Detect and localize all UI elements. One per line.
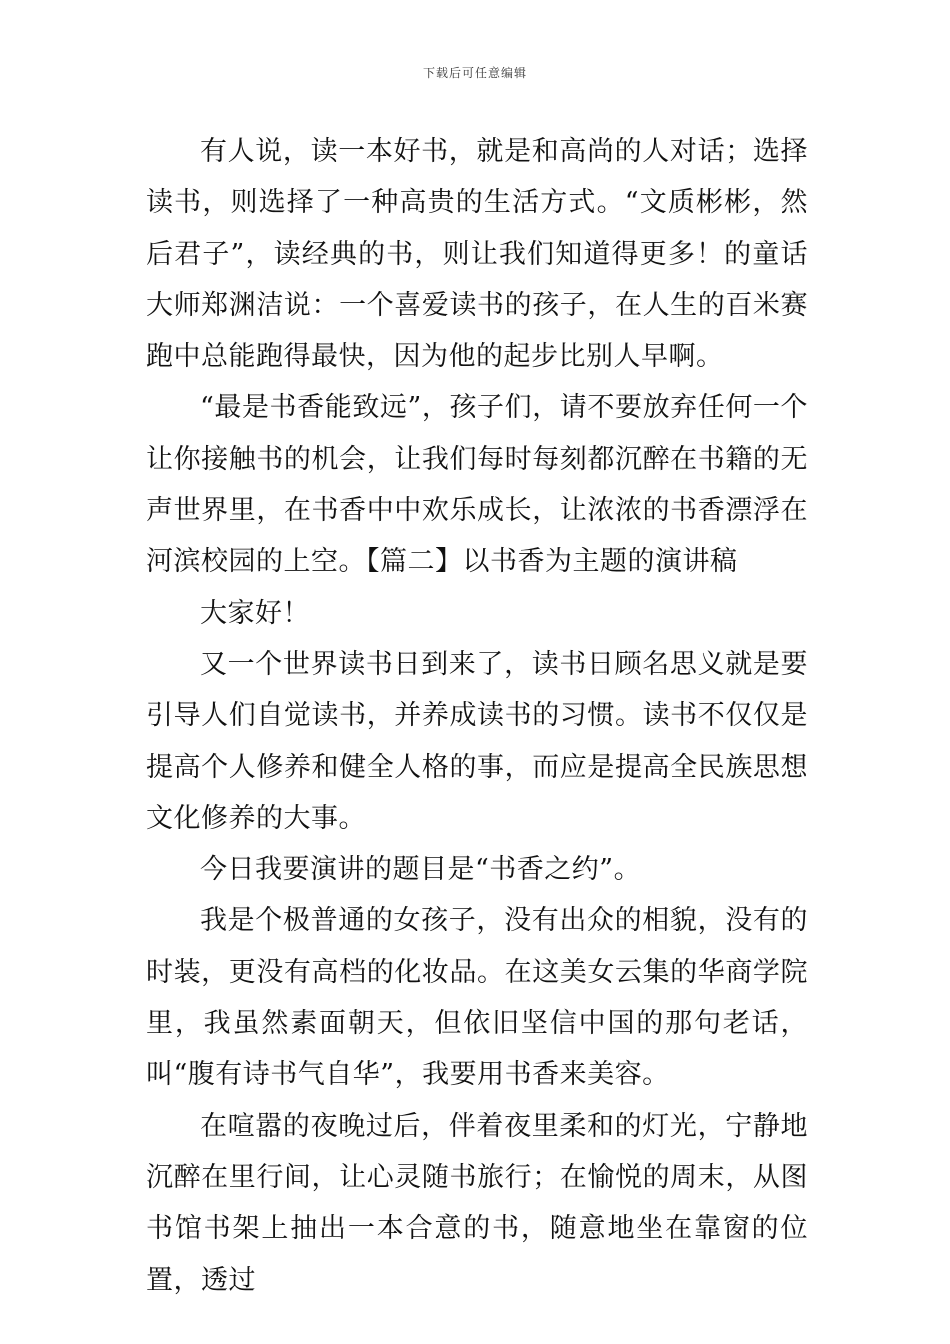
paragraph-2: “最是书香能致远”，孩子们，请不要放弃任何一个让你接触书的机会，让我们每时每刻都沉醉在书籍的无声世界里，在书香中中欢乐成长，让浓浓的书香漂浮在河滨校园的上空。【篇二】以书香为主题的演讲稿 [146,392,808,578]
paragraph-topic: 今日我要演讲的题目是“书香之约”。 [200,854,642,886]
paragraph-5: 在喧嚣的夜晚过后，伴着夜里柔和的灯光，宁静地沉醉在里行间，让心灵随书旅行；在愉悦的周末，从图书馆书架上抽出一本合意的书，随意地坐在靠窗的位置，透过 [146,1110,808,1296]
paragraph-1: 有人说，读一本好书，就是和高尚的人对话；选择读书，则选择了一种高贵的生活方式。“文质彬彬，然后君子”，读经典的书，则让我们知道得更多！的童话大师郑渊洁说：一个喜爱读书的孩子，在人生的百米赛跑中总能跑得最快，因为他的起步比别人早啊。 [146,136,808,373]
page-header: 下载后可任意编辑 [422,66,527,80]
document-body [146,126,808,1306]
paragraph-3: 又一个世界读书日到来了，读书日顾名思义就是要引导人们自觉读书，并养成读书的习惯。读书不仅仅是提高个人修养和健全人格的事，而应是提高全民族思想文化修养的大事。 [146,648,808,834]
paragraph-greeting: 大家好！ [200,597,310,629]
paragraph-4: 我是个极普通的女孩子，没有出众的相貌，没有的时装，更没有高档的化妆品。在这美女云集的华商学院里，我虽然素面朝天，但依旧坚信中国的那句老话，叫“腹有诗书气自华”，我要用书香来美容。 [146,905,808,1091]
